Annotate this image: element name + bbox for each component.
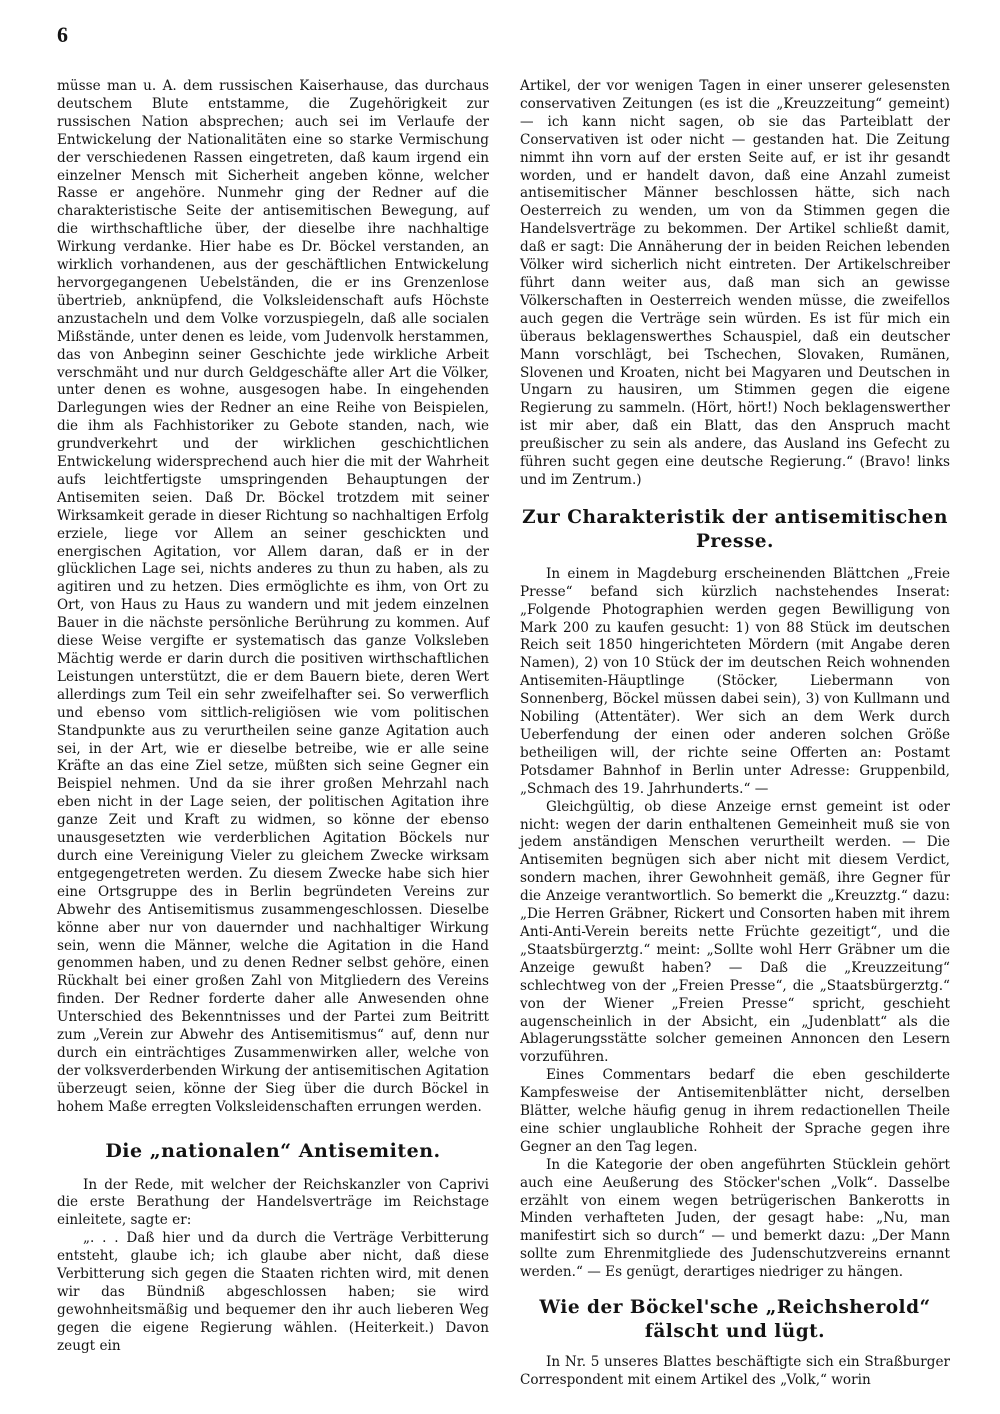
left-paragraph-3: „. . . Daß hier und da durch die Verträge Verbitterung entsteht, glaube ich; ich glaube aber nicht, daß diese Verbitterung sich gegen die Staaten richten wird, mit denen wir das Bündniß abgeschlossen haben; sie wird gewohnheitsmäßig und bequemer den ihr auch lieberen Weg gegen die eigene Regierung wählen. (Heiterkeit.) Davon zeugt ein <box>57 1230 489 1354</box>
right-paragraph-2: In einem in Magdeburg erscheinenden Blättchen „Freie Presse“ befand sich kürzlich nachstehendes Inserat: „Folgende Photographien werden gegen Bewilligung von Mark 200 zu kaufen gesucht: 1) von 88 Stück im deutschen Reich seit 1850 hingerichteten Mördern (mit Angabe deren Namen), 2) von 10 Stück der im deutschen Reich wohnenden Antisemiten-Häuptlinge (Stöcker, Liebermann von Sonnenberg, Böckel müssen dabei sein), 3) von Kullmann und Nobiling (Attentäter). Wer sich an dem Werk durch Ueberfendung der einen oder anderen solchen Größe betheiligen will, der richte seine Offerten an: Postamt Potsdamer Bahnhof in Berlin unter Adresse: Gruppenbild, „Schmach des 19. Jahrhunderts.“ — <box>520 565 950 797</box>
left-paragraph-2: In der Rede, mit welcher der Reichskanzler von Caprivi die erste Berathung der Handelsverträge im Reichstage einleitete, sagte er: <box>57 1176 489 1229</box>
right-paragraph-6: In Nr. 5 unseres Blattes beschäftigte sich ein Straßburger Correspondent mit einem Artikel des „Volk,“ worin <box>520 1354 950 1388</box>
page-number: 6 <box>57 22 68 47</box>
right-paragraph-3: Gleichgültig, ob diese Anzeige ernst gemeint ist oder nicht: wegen der darin enthaltenen Gemeinheit muß sie von jedem anständigen Menschen verurtheilt werden. — Die Antisemiten begnügen sich aber nicht mit diesem Verdict, sondern machen, ihrer Gewohnheit gemäß, ihre Gegner für die Anzeige verantwortlich. So bemerkt die „Kreuzztg.“ dazu: „Die Herren Gräbner, Rickert und Consorten haben mit ihrem Anti-Anti-Verein bereits nette Früchte gezeitigt“, und die „Staatsbürgerztg.“ meint: „Sollte wohl Herr Gräbner um die Anzeige gewußt haben? — Daß die „Kreuzzeitung“ schlechtweg von der „Freien Presse“, die „Staatsbürgerztg.“ von der Wiener „Freien Presse“ spricht, geschieht augenscheinlich in der Absicht, ein „Judenblatt“ als die Ablagerungsstätte solcher gemeinen Annoncen den Lesern vorzuführen. <box>520 798 950 1066</box>
heading-reichsherold: Wie der Böckel'sche „Reichsherold“ fälscht und lügt. <box>539 1297 931 1343</box>
left-column <box>57 78 489 1356</box>
right-paragraph-5: In die Kategorie der oben angeführten Stücklein gehört auch eine Aeußerung des Stöcker'schen „Volk“. Dasselbe erzählt von einem wegen betrügerischen Bankerotts in Minden verhafteten Juden, der gesagt habe: „Nu, man manifestirt sich so durch“ — und bemerkt dazu: „Der Mann sollte zum Ehrenmitgliede des Judenschutzvereins ernannt werden.“ — Es genügt, derartiges niedriger zu hängen. <box>520 1156 950 1281</box>
right-column <box>520 78 950 1390</box>
heading-charakteristik-presse: Zur Charakteristik der antisemitischen Presse. <box>522 506 948 552</box>
heading-nationalen-antisemiten: Die „nationalen“ Antisemiten. <box>105 1139 441 1162</box>
right-paragraph-4: Eines Commentars bedarf die eben geschilderte Kampfesweise der Antisemitenblätter nicht, derselben Blätter, welche häufig genug in ihrem redactionellen Theile eine schier unglaubliche Rohheit der Sprache gegen ihre Gegner an den Tag legen. <box>520 1067 950 1155</box>
right-paragraph-1: Artikel, der vor wenigen Tagen in einer unserer gelesensten conservativen Zeitungen (es ist die „Kreuzzeitung“ gemeint) — ich kann nicht sagen, ob sie das Parteiblatt der Conservativen ist oder nicht — gestanden hat. Die Zeitung nimmt ihn vorn auf der ersten Seite auf, er ist ihr gesandt worden, und er handelt davon, daß eine Anzahl zumeist antisemitischer Männer beschlossen hätte, sich nach Oesterreich zu wenden, um von da Stimmen gegen die Handelsverträge zu bekommen. Der Artikel schließt damit, daß er sagt: Die Annäherung der in beiden Reichen lebenden Völker wird sicherlich nicht eintreten. Der Artikelschreiber führt dann weiter aus, daß man sich an gewisse Völkerschaften in Oesterreich wenden müsse, die zweifellos auch gegen die Verträge sein würden. Es ist für mich ein überaus beklagenswerthes Schauspiel, daß ein deutscher Mann vorschlägt, bei Tschechen, Slovaken, Rumänen, Slovenen und Kroaten, nicht bei Magyaren und Deutschen in Ungarn zu hausiren, um Stimmen gegen die eigene Regierung zu sammeln. (Hört, hört!) Noch beklagenswerther ist mir aber, daß ein Blatt, das den Anspruch macht preußischer zu sein als andere, das Ausland ins Gefecht zu führen sucht gegen eine deutsche Regierung.“ (Bravo! links und im Zentrum.) <box>520 78 950 488</box>
left-paragraph-1: müsse man u. A. dem russischen Kaiserhause, das durchaus deutschem Blute entstamme, die Zugehörigkeit zur russischen Nation absprechen; auch sei im Verlaufe der Entwickelung der Nationalitäten eine so starke Vermischung der verschiedenen Rassen eingetreten, daß kaum irgend ein einzelner Mensch mit Sicherheit angeben könne, welcher Rasse er angehöre. Nunmehr ging der Redner auf die charakteristische Seite der antisemitischen Bewegung, auf die wirthschaftliche über, der dieselbe ihre nachhaltige Wirkung verdanke. Hier habe es Dr. Böckel verstanden, an wirklich vorhandenen, aus der geschäftlichen Entwickelung hervorgegangenen Uebelständen, die er ins Grenzenlose übertrieb, anknüpfend, die Volksleidenschaft aufs Höchste anzustacheln und dem Volke vorzuspiegeln, daß alle socialen Mißstände, unter denen es leide, vom Judenvolk herstammen, das von Anbeginn seiner Geschichte jede wirkliche Arbeit verschmäht und nur durch Geldgeschäfte aller Art die Völker, unter denen es wohne, ausgesogen habe. In eingehenden Darlegungen wies der Redner an eine Reihe von Beispielen, die ihm als Fachhistoriker zu Gebote standen, nach, wie grundverkehrt und der wirklichen geschichtlichen Entwickelung widersprechend auch hier die mit der Wahrheit aufs leichtfertigste umspringenden Behauptungen der Antisemiten seien. Daß Dr. Böckel trotzdem mit seiner Wirksamkeit gerade in dieser Richtung so nachhaltigen Erfolg erziele, liege vor Allem an seiner geschickten und energischen Agitation, vor Allem daran, daß er in der glücklichen Lage sei, nichts anderes zu thun zu haben, als zu agitiren und zu hetzen. Dies ermöglichte es ihm, von Ort zu Ort, von Haus zu Haus zu wandern und mit jedem einzelnen Bauer in die nächste persönliche Berührung zu kommen. Auf diese Weise vergifte er systematisch das ganze Volksleben Mächtig werde er darin durch die positiven wirthschaftlichen Leistungen unterstützt, die er dem Bauern biete, deren Wert allerdings zum Teil ein sehr zweifelhafter sei. So verwerflich und ebenso vom sittlich-religiösen wie vom politischen Standpunkte aus zu verurtheilen seine ganze Agitation auch sei, in der Art, wie er dieselbe betreibe, wie er alle seine Kräfte an das eine Ziel setze, müßten sich seine Gegner ein Beispiel nehmen. Und da sie ihrer großen Mehrzahl nach eben nicht in der Lage seien, der politischen Agitation ihre ganze Zeit und Kraft zu widmen, so könne der ebenso unausgesetzten wie verderblichen Agitation Böckels nur durch eine Vereinigung Vieler zu gleichem Zwecke wirksam entgegengetreten werden. Zu diesem Zwecke habe sich hier eine Ortsgruppe des in Berlin begründeten Vereins zur Abwehr des Antisemitismus zusammengeschlossen. Dieselbe könne aber nur von dauernder und nachhaltiger Wirkung sein, wenn die Männer, welche die Agitation in die Hand genommen haben, und zu denen Redner selbst gehöre, einen Rückhalt bei einer großen Zahl von Mitgliedern des Vereins finden. Der Redner forderte daher alle Anwesenden ohne Unterschied des Bekenntnisses und der Partei zum Beitritt zum „Verein zur Abwehr des Antisemitismus“ auf, denn nur durch ein einträchtiges Zusammenwirken aller, welche von der volksverderbenden Wirkung der antisemitischen Agitation überzeugt seien, könne der Sieg über die durch Böckel in hohem Maße erregten Volksleidenschaften errungen werden. <box>57 78 489 1115</box>
